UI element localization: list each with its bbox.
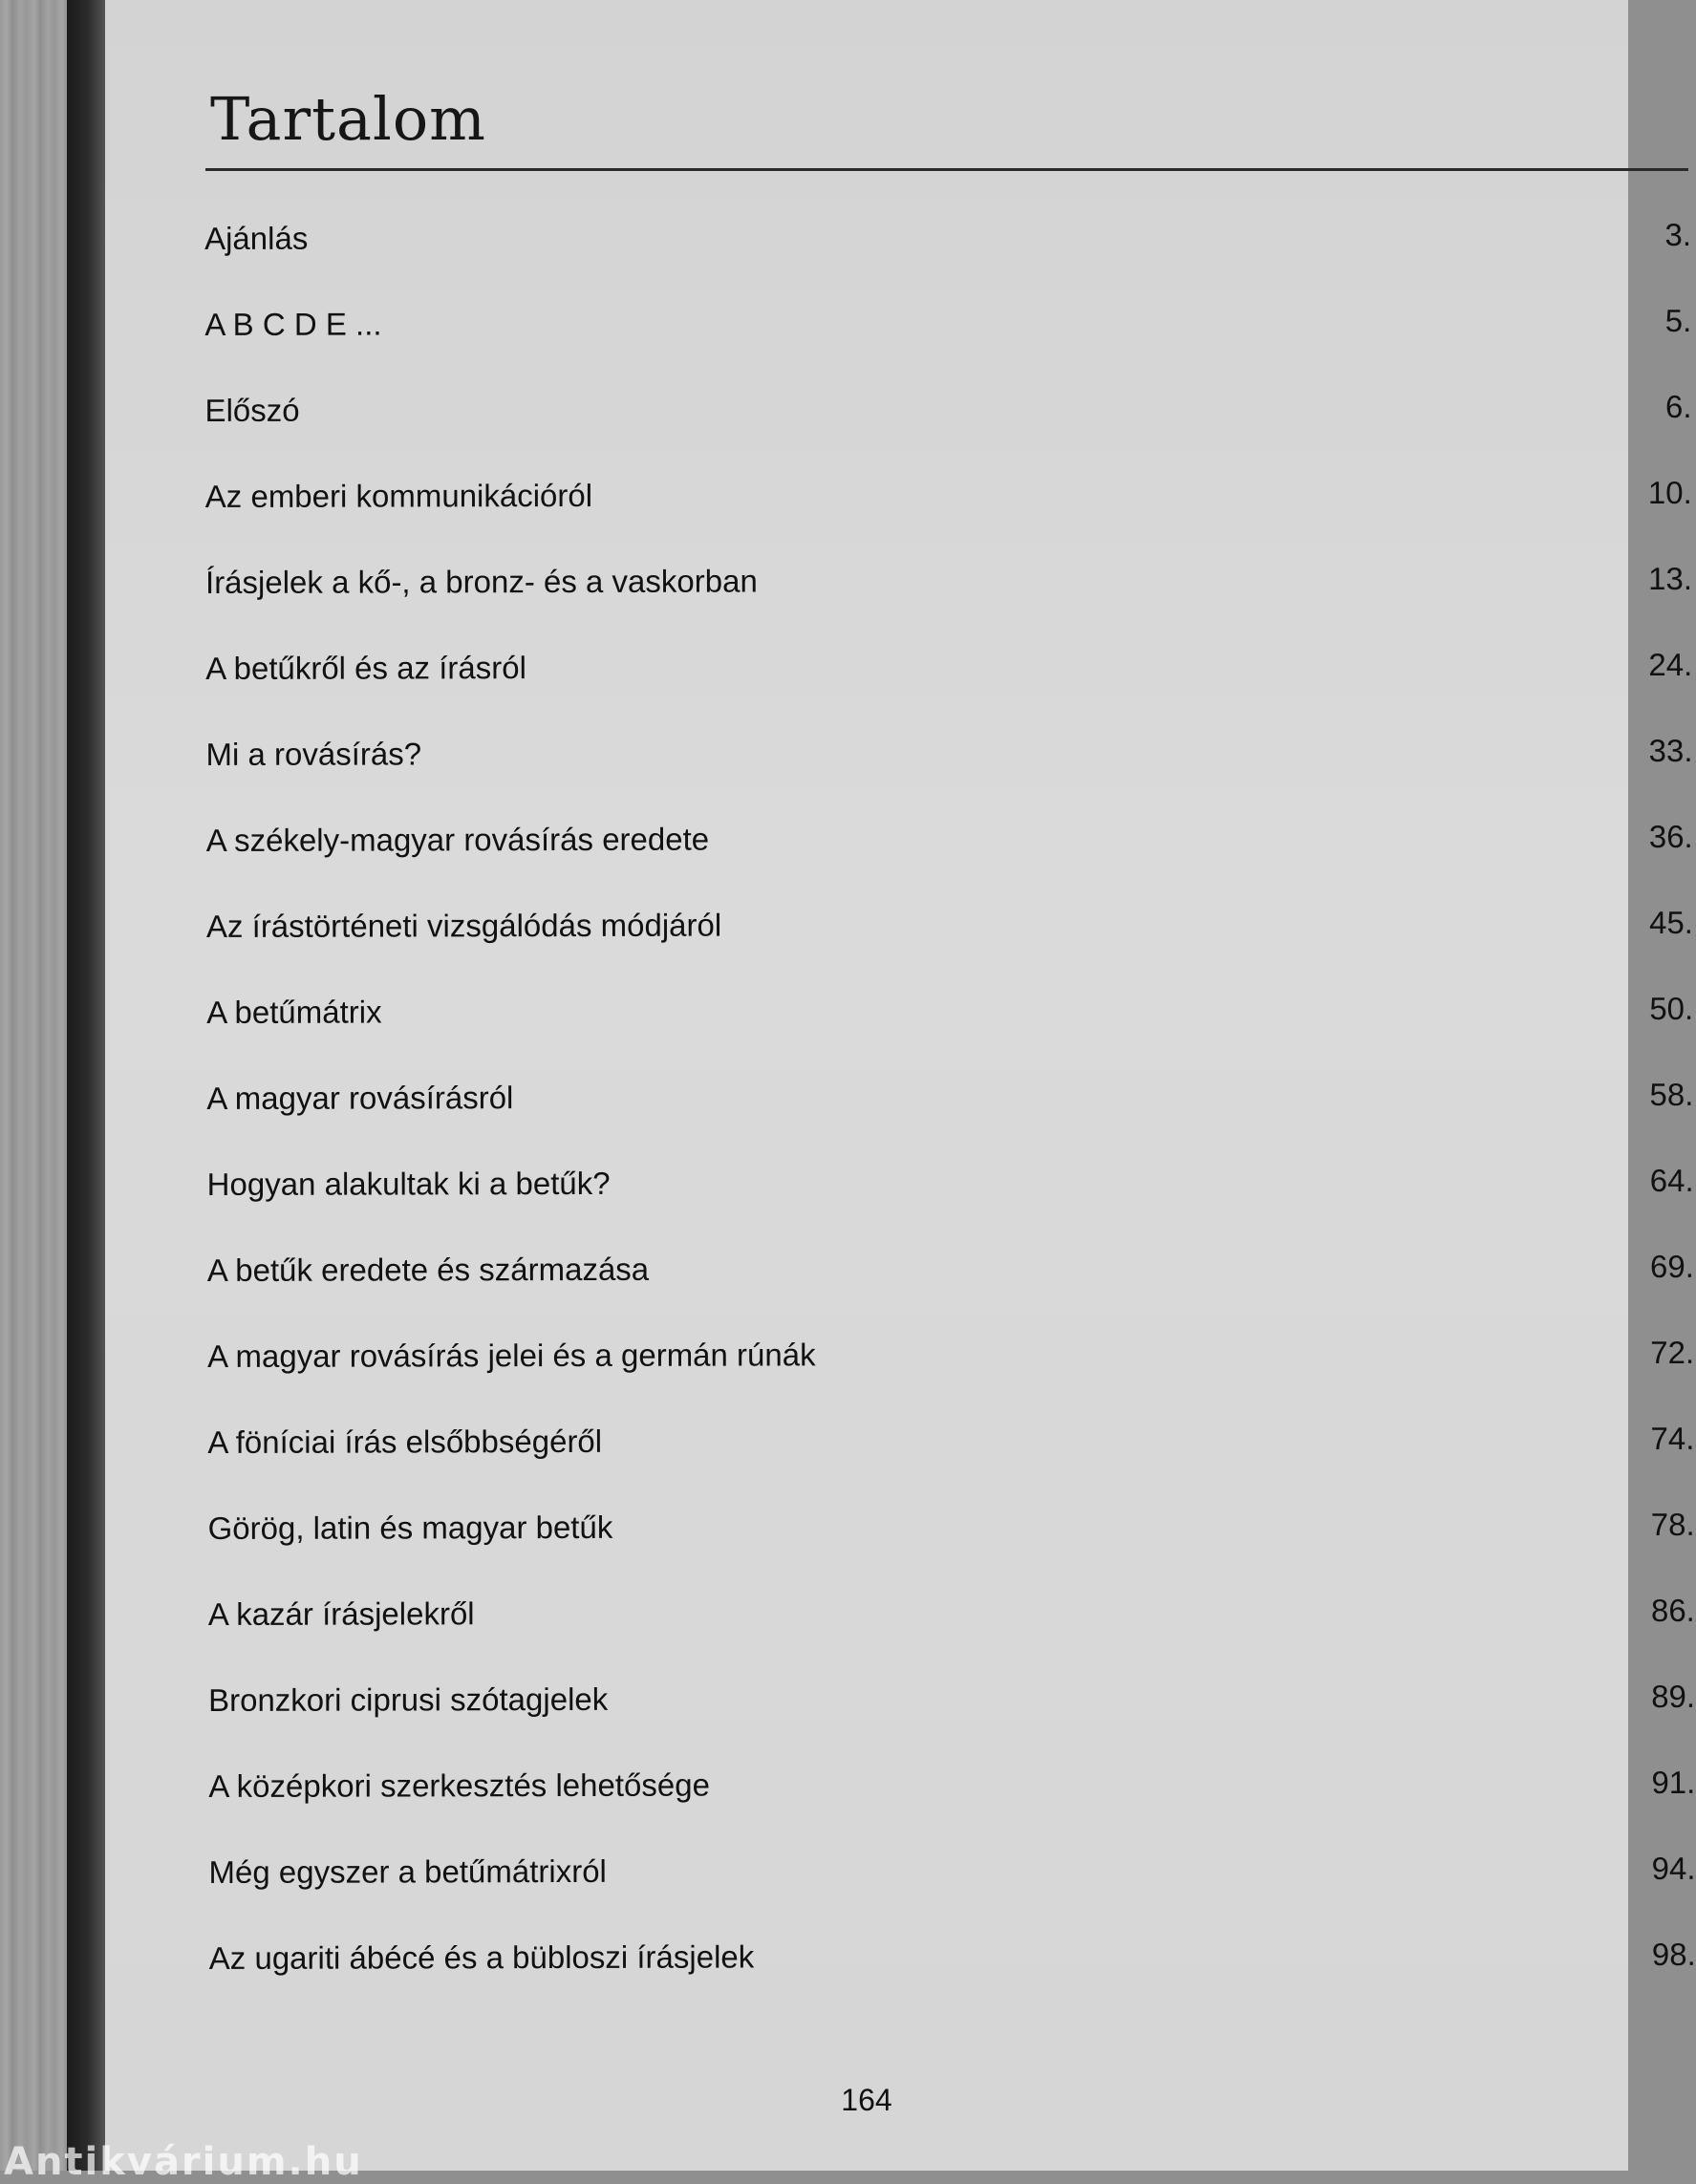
toc-entry bbox=[202, 646, 1692, 736]
toc-entry bbox=[201, 302, 1691, 392]
toc-entry-title: A betűkről és az írásról bbox=[205, 650, 526, 686]
toc-entry bbox=[204, 1592, 1695, 1681]
toc-entry-page: 86. bbox=[1650, 1592, 1695, 1629]
toc-entry-page: 74. bbox=[1650, 1420, 1695, 1457]
toc-entry bbox=[202, 732, 1692, 822]
toc-entry bbox=[204, 1764, 1695, 1853]
toc-entry bbox=[202, 474, 1692, 564]
toc-entry-title: A magyar rovásírásról bbox=[206, 1080, 514, 1116]
background-surface bbox=[0, 0, 67, 2171]
toc-entry-page: 33. bbox=[1648, 732, 1693, 769]
toc-entry-page: 89. bbox=[1651, 1678, 1696, 1715]
toc-entry bbox=[205, 1936, 1696, 2025]
toc-entry bbox=[203, 904, 1693, 994]
toc-entry-page: 10. bbox=[1647, 474, 1692, 511]
toc-entry-title: A székely-magyar rovásírás eredete bbox=[205, 821, 710, 858]
book-spine-shadow bbox=[67, 0, 105, 2171]
toc-entry bbox=[201, 388, 1691, 478]
toc-entry bbox=[203, 990, 1693, 1080]
toc-entry-page: 50. bbox=[1649, 990, 1694, 1027]
toc-entry-page: 45. bbox=[1649, 904, 1693, 941]
toc-entry-page: 98. bbox=[1651, 1936, 1696, 1973]
toc-entry-title: Az ugariti ábécé és a bübloszi írásjelek bbox=[208, 1938, 755, 1976]
toc-entry-title: Írásjelek a kő-, a bronz- és a vaskorban bbox=[204, 563, 758, 600]
toc-entry bbox=[204, 1506, 1695, 1595]
toc-entry-title: Az emberi kommunikációról bbox=[204, 477, 593, 514]
toc-entry-title: Az írástörténeti vizsgálódás módjáról bbox=[205, 907, 722, 944]
toc-entry bbox=[204, 1334, 1694, 1424]
toc-entry-page: 69. bbox=[1649, 1248, 1694, 1285]
toc-entry-title: A betűmátrix bbox=[206, 994, 382, 1030]
book-page bbox=[105, 0, 1696, 2171]
watermark: Antikvárium.hu bbox=[4, 2140, 363, 2184]
toc-entry-title: A középkori szerkesztés lehetősége bbox=[208, 1766, 710, 1804]
toc-entry-page: 72. bbox=[1650, 1334, 1695, 1371]
toc-entry-page: 91. bbox=[1651, 1764, 1696, 1801]
toc-entry-title: Ajánlás bbox=[204, 220, 309, 256]
page-number: 164 bbox=[841, 2083, 892, 2117]
toc-entry-title: A föníciai írás elsőbbségéről bbox=[207, 1423, 603, 1460]
title-divider bbox=[205, 168, 1688, 171]
toc-entry bbox=[204, 1248, 1694, 1338]
toc-entry-title: A B C D E ... bbox=[204, 306, 382, 342]
toc-entry bbox=[203, 1076, 1693, 1166]
toc-entry-page: 58. bbox=[1649, 1076, 1694, 1113]
toc-entry-page: 36. bbox=[1648, 818, 1693, 855]
toc-entry-page: 5. bbox=[1664, 302, 1692, 338]
toc-entry bbox=[202, 560, 1692, 650]
toc-entry-page: 64. bbox=[1649, 1162, 1694, 1199]
table-of-contents bbox=[201, 216, 1696, 2025]
page-title: Tartalom bbox=[210, 84, 486, 154]
toc-entry-title: A magyar rovásírás jelei és a germán rúnák bbox=[207, 1337, 816, 1374]
toc-entry-page: 13. bbox=[1648, 560, 1693, 597]
toc-entry-title: Előszó bbox=[204, 392, 300, 428]
toc-entry-title: A betűk eredete és származása bbox=[206, 1251, 650, 1288]
toc-entry-title: Még egyszer a betűmátrixról bbox=[208, 1852, 607, 1890]
toc-entry-title: A kazár írásjelekről bbox=[207, 1595, 475, 1632]
toc-entry-page: 3. bbox=[1664, 216, 1692, 252]
toc-entry-title: Bronzkori ciprusi szótagjelek bbox=[208, 1681, 609, 1718]
toc-entry-page: 78. bbox=[1650, 1506, 1695, 1543]
toc-entry bbox=[204, 1678, 1695, 1767]
toc-entry-title: Görög, latin és magyar betűk bbox=[207, 1509, 613, 1546]
toc-entry bbox=[204, 1420, 1694, 1510]
toc-entry-page: 94. bbox=[1651, 1850, 1696, 1887]
toc-entry bbox=[204, 1162, 1694, 1252]
toc-entry bbox=[204, 1850, 1695, 1939]
toc-entry-page: 6. bbox=[1664, 388, 1692, 424]
toc-entry bbox=[201, 216, 1691, 306]
toc-entry bbox=[203, 818, 1693, 908]
toc-entry-title: Hogyan alakultak ki a betűk? bbox=[206, 1165, 611, 1202]
toc-entry-page: 24. bbox=[1648, 646, 1693, 683]
toc-entry-title: Mi a rovásírás? bbox=[205, 736, 422, 772]
